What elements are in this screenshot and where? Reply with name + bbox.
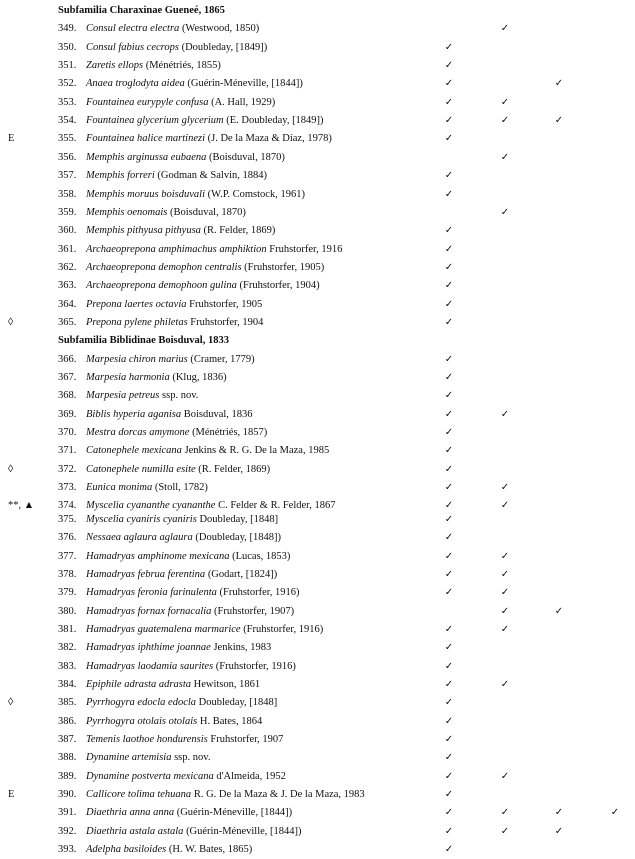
- scientific-name: Memphis moruus boisduvali: [86, 188, 205, 200]
- species-name: [86, 149, 285, 167]
- species-author: (R. Felder, 1869): [200, 225, 276, 237]
- species-name: [86, 39, 267, 57]
- scientific-name: Fountainea eurypyle confusa: [86, 96, 209, 108]
- species-number: 360.: [58, 225, 77, 237]
- check-icon: ✓: [554, 825, 564, 837]
- species-row: [0, 713, 635, 731]
- check-icon: ✓: [444, 770, 454, 782]
- species-number: 375.: [58, 514, 77, 526]
- species-author: Jenkins & R. G. De la Maza, 1985: [181, 445, 330, 457]
- species-number: 389.: [58, 770, 77, 782]
- check-icon: ✓: [554, 807, 564, 819]
- scientific-name: Hamadryas laodamia saurites: [86, 660, 214, 672]
- species-author: (Fruhstorfer, 1916): [216, 587, 300, 599]
- scientific-name: Dynamine postverta mexicana: [86, 770, 214, 782]
- species-number: 371.: [58, 445, 77, 457]
- check-icon: ✓: [444, 734, 454, 745]
- species-number: 365.: [58, 316, 77, 328]
- species-number: 382.: [58, 642, 77, 654]
- scientific-name: Hamadryas amphinome mexicana: [86, 550, 230, 562]
- species-row: [0, 621, 635, 639]
- species-number: 387.: [58, 734, 77, 745]
- species-name: [86, 369, 227, 387]
- species-row: [0, 658, 635, 676]
- species-name: [86, 387, 198, 405]
- species-name: [86, 548, 290, 566]
- species-number: 352.: [58, 78, 77, 90]
- scientific-name: Diaethria astala astala: [86, 825, 184, 837]
- species-name: [86, 841, 252, 859]
- species-row: [0, 296, 635, 314]
- check-icon: ✓: [500, 568, 510, 580]
- species-author: (W.P. Comstock, 1961): [205, 188, 305, 200]
- species-author: (H. W. Bates, 1865): [166, 844, 253, 856]
- species-number: 366.: [58, 353, 77, 365]
- species-row: [0, 841, 635, 859]
- species-author: (Fruhstorfer, 1904): [236, 280, 320, 292]
- scientific-name: Archaeoprepona demophoon gulina: [86, 280, 237, 292]
- scientific-name: Temenis laothoe hondurensis: [86, 734, 208, 745]
- check-icon: ✓: [500, 206, 510, 218]
- check-icon: ✓: [444, 78, 454, 90]
- check-icon: ✓: [444, 188, 454, 200]
- check-icon: ✓: [500, 115, 510, 127]
- check-icon: ✓: [444, 427, 454, 439]
- species-author: Boisduval, 1836: [181, 408, 253, 420]
- species-author: (Stoll, 1782): [152, 482, 208, 494]
- check-icon: ✓: [500, 550, 510, 562]
- species-name: [86, 566, 277, 584]
- species-name: [86, 241, 342, 259]
- check-icon: ✓: [500, 587, 510, 599]
- species-row: [0, 639, 635, 657]
- species-name: [86, 277, 320, 295]
- species-number: 355.: [58, 133, 77, 145]
- species-name: [86, 424, 267, 442]
- species-author: Fruhstorfer, 1904: [187, 316, 264, 328]
- check-icon: ✓: [444, 96, 454, 108]
- species-author: (Godman & Salvin, 1884): [154, 170, 268, 182]
- species-name: [86, 804, 292, 822]
- scientific-name: Pyrrhogyra edocla edocla: [86, 697, 197, 709]
- check-icon: ✓: [444, 532, 454, 544]
- check-icon: ✓: [444, 115, 454, 127]
- scientific-name: Mestra dorcas amymone: [86, 427, 190, 439]
- check-icon: ✓: [444, 697, 454, 709]
- species-author: (Ménétriés, 1857): [189, 427, 268, 439]
- check-icon: ✓: [500, 408, 510, 420]
- subfamily-title: Subfamilia Charaxinae Gueneé, 1865: [58, 5, 225, 16]
- species-name: [86, 186, 305, 204]
- species-row: [0, 75, 635, 93]
- check-icon: ✓: [554, 605, 564, 617]
- scientific-name: Memphis oenomais: [86, 206, 168, 218]
- species-author: Jenkins, 1983: [210, 642, 272, 654]
- species-name: [86, 167, 267, 185]
- species-author: (Klug, 1836): [169, 372, 227, 383]
- species-number: 359.: [58, 206, 77, 218]
- scientific-name: Marpesia petreus: [86, 390, 160, 402]
- scientific-name: Hamadryas fornax fornacalia: [86, 605, 212, 617]
- species-row: [0, 676, 635, 694]
- species-row: [0, 222, 635, 240]
- species-row: [0, 749, 635, 767]
- check-icon: ✓: [444, 752, 454, 764]
- species-author: Doubleday, [1848]: [196, 697, 278, 709]
- species-name: [86, 768, 286, 786]
- check-icon: ✓: [444, 261, 454, 273]
- scientific-name: Fountainea halice martinezi: [86, 133, 205, 145]
- check-icon: ✓: [500, 151, 510, 163]
- scientific-name: Consul electra electra: [86, 23, 180, 35]
- species-number: 384.: [58, 678, 77, 690]
- species-name: [86, 314, 263, 332]
- species-name: [86, 296, 262, 314]
- check-icon: ✓: [500, 500, 510, 512]
- check-icon: ✓: [444, 587, 454, 599]
- subfamily-title: Subfamilia Biblidinae Boisduval, 1833: [58, 335, 229, 347]
- check-icon: ✓: [444, 316, 454, 328]
- status-mark: E: [8, 133, 15, 145]
- species-number: 368.: [58, 390, 77, 402]
- check-icon: ✓: [444, 372, 454, 383]
- status-mark: ◊: [8, 697, 14, 709]
- species-row: [0, 167, 635, 185]
- species-author: (A. Hall, 1929): [208, 96, 276, 108]
- species-row: [0, 112, 635, 130]
- subfamily-heading: [0, 2, 635, 20]
- species-author: (Fruhstorfer, 1916): [240, 623, 324, 635]
- check-icon: ✓: [500, 23, 510, 35]
- scientific-name: Prepona pylene philetas: [86, 316, 188, 328]
- species-name: [86, 529, 281, 547]
- scientific-name: Consul fabius cecrops: [86, 41, 179, 53]
- check-icon: ✓: [500, 482, 510, 494]
- species-author: (Ménétriés, 1855): [143, 60, 221, 72]
- species-name: [86, 786, 365, 804]
- species-author: (Guérin-Méneville, [1844]): [183, 825, 302, 837]
- check-icon: ✓: [444, 133, 454, 145]
- species-author: d'Almeida, 1952: [213, 770, 286, 782]
- species-number: 361.: [58, 243, 77, 255]
- species-author: (J. De la Maza & Díaz, 1978): [204, 133, 332, 145]
- scientific-name: Zaretis ellops: [86, 60, 144, 72]
- species-name: [86, 676, 260, 694]
- check-icon: ✓: [444, 568, 454, 580]
- scientific-name: Archaeoprepona demophon centralis: [86, 261, 242, 273]
- species-author: Hewitson, 1861: [191, 678, 261, 690]
- check-icon: ✓: [444, 715, 454, 727]
- species-name: [86, 713, 262, 731]
- scientific-name: Adelpha basiloides: [86, 844, 167, 856]
- check-icon: ✓: [444, 660, 454, 672]
- scientific-name: Memphis forreri: [86, 170, 155, 182]
- species-row: [0, 369, 635, 387]
- species-author: (Godart, [1824]): [205, 568, 278, 580]
- check-icon: ✓: [444, 623, 454, 635]
- species-number: 380.: [58, 605, 77, 617]
- species-name: [86, 351, 255, 369]
- species-row: [0, 39, 635, 57]
- check-icon: ✓: [554, 115, 564, 127]
- check-icon: ✓: [500, 623, 510, 635]
- species-author: (E. Doubleday, [1849]): [223, 115, 324, 127]
- check-icon: ✓: [444, 225, 454, 237]
- species-row: [0, 241, 635, 259]
- species-author: Doubleday, [1848]: [196, 514, 279, 526]
- scientific-name: Myscelia cyananthe cyananthe: [86, 500, 216, 512]
- scientific-name: Hamadryas feronia farinulenta: [86, 587, 217, 599]
- check-icon: ✓: [444, 482, 454, 494]
- species-name: [86, 621, 323, 639]
- species-number: 388.: [58, 752, 77, 764]
- scientific-name: Memphis pithyusa pithyusa: [86, 225, 201, 237]
- species-row: [0, 424, 635, 442]
- species-row: [0, 259, 635, 277]
- species-number: 377.: [58, 550, 77, 562]
- species-number: 393.: [58, 844, 77, 856]
- species-row: [0, 387, 635, 405]
- status-mark: **, ▲: [8, 500, 35, 512]
- species-number: 385.: [58, 697, 77, 709]
- species-name: [86, 639, 271, 657]
- species-row: [0, 442, 635, 460]
- check-icon: ✓: [500, 770, 510, 782]
- check-icon: ✓: [500, 807, 510, 819]
- species-number: 386.: [58, 715, 77, 727]
- species-row: [0, 694, 635, 712]
- species-author: (Doubleday, [1849]): [178, 41, 268, 53]
- species-author: (Cramer, 1779): [187, 353, 255, 365]
- check-icon: ✓: [444, 807, 454, 819]
- species-row: [0, 786, 635, 804]
- check-icon: ✓: [444, 353, 454, 365]
- species-row: [0, 20, 635, 38]
- species-author: R. G. De la Maza & J. De la Maza, 1983: [191, 789, 365, 801]
- species-author: Fruhstorfer, 1916: [266, 243, 343, 255]
- species-row: [0, 548, 635, 566]
- species-name: [86, 406, 253, 424]
- species-name: [86, 94, 275, 112]
- species-author: (Boisduval, 1870): [167, 206, 246, 218]
- status-mark: ◊: [8, 463, 14, 475]
- species-row: [0, 479, 635, 497]
- species-number: 349.: [58, 23, 77, 35]
- scientific-name: Catonephele numilla esite: [86, 463, 196, 475]
- species-row: [0, 130, 635, 148]
- scientific-name: Hamadryas februa ferentina: [86, 568, 206, 580]
- species-row: [0, 149, 635, 167]
- species-name: [86, 749, 210, 767]
- scientific-name: Marpesia harmonia: [86, 372, 170, 383]
- species-number: 390.: [58, 789, 77, 801]
- check-icon: ✓: [444, 678, 454, 690]
- species-number: 391.: [58, 807, 77, 819]
- species-number: 381.: [58, 623, 77, 635]
- species-author: Fruhstorfer, 1905: [186, 298, 263, 310]
- check-icon: ✓: [444, 280, 454, 292]
- species-name: [86, 259, 324, 277]
- species-number: 363.: [58, 280, 77, 292]
- species-number: 373.: [58, 482, 77, 494]
- species-name: [86, 57, 221, 75]
- species-author: (Fruhstorfer, 1907): [211, 605, 295, 617]
- species-number: 379.: [58, 587, 77, 599]
- species-number: 362.: [58, 261, 77, 273]
- check-icon: ✓: [444, 243, 454, 255]
- species-number: 356.: [58, 151, 77, 163]
- species-author: (Lucas, 1853): [229, 550, 291, 562]
- species-name: [86, 204, 246, 222]
- species-row: [0, 351, 635, 369]
- species-author: (Fruhstorfer, 1916): [213, 660, 296, 672]
- scientific-name: Callicore tolima tehuana: [86, 789, 192, 801]
- species-author: (Doubleday, [1848]): [192, 532, 282, 544]
- species-number: 378.: [58, 568, 77, 580]
- species-number: 383.: [58, 660, 77, 672]
- species-row: [0, 768, 635, 786]
- species-number: 357.: [58, 170, 77, 182]
- species-number: 350.: [58, 41, 77, 53]
- species-name: [86, 584, 300, 602]
- scientific-name: Hamadryas iphthime joannae: [86, 642, 211, 654]
- species-number: 354.: [58, 115, 77, 127]
- species-number: 372.: [58, 463, 77, 475]
- species-number: 358.: [58, 188, 77, 200]
- species-name: [86, 442, 329, 460]
- check-icon: ✓: [444, 500, 454, 512]
- check-icon: ✓: [610, 807, 620, 819]
- subfamily-heading: [0, 332, 635, 350]
- scientific-name: Nessaea aglaura aglaura: [86, 532, 193, 544]
- species-row: [0, 603, 635, 621]
- check-icon: ✓: [500, 825, 510, 837]
- species-name: [86, 603, 294, 621]
- check-icon: ✓: [444, 463, 454, 475]
- species-name: [86, 658, 296, 676]
- species-number: 351.: [58, 60, 77, 72]
- species-author: (R. Felder, 1869): [195, 463, 271, 475]
- species-row: [0, 57, 635, 75]
- species-name: [86, 479, 208, 497]
- species-number: 370.: [58, 427, 77, 439]
- species-author: H. Bates, 1864: [197, 715, 263, 727]
- check-icon: ✓: [444, 170, 454, 182]
- species-name: [86, 694, 277, 712]
- check-icon: ✓: [444, 550, 454, 562]
- check-icon: ✓: [444, 789, 454, 801]
- species-number: 369.: [58, 408, 77, 420]
- species-name: [86, 222, 275, 240]
- species-row: [0, 186, 635, 204]
- check-icon: ✓: [554, 78, 564, 90]
- species-name: [86, 823, 302, 841]
- species-name: [86, 20, 259, 38]
- species-number: 367.: [58, 372, 77, 383]
- species-row: [0, 566, 635, 584]
- species-author: ssp. nov.: [171, 752, 211, 764]
- species-author: (Boisduval, 1870): [206, 151, 285, 163]
- check-icon: ✓: [444, 41, 454, 53]
- check-icon: ✓: [500, 605, 510, 617]
- scientific-name: Hamadryas guatemalena marmarice: [86, 623, 241, 635]
- species-number: 392.: [58, 825, 77, 837]
- check-icon: ✓: [444, 60, 454, 72]
- scientific-name: Catonephele mexicana: [86, 445, 182, 457]
- species-author: Fruhstorfer, 1907: [207, 734, 284, 745]
- species-row: [0, 406, 635, 424]
- species-name: [86, 731, 283, 749]
- status-mark: E: [8, 789, 15, 801]
- species-number: 353.: [58, 96, 77, 108]
- scientific-name: Fountainea glycerium glycerium: [86, 115, 224, 127]
- species-row: [0, 511, 635, 529]
- species-row: [0, 277, 635, 295]
- species-name: [86, 112, 324, 130]
- species-number: 374.: [58, 500, 77, 512]
- scientific-name: Myscelia cyaniris cyaniris: [86, 514, 197, 526]
- scientific-name: Memphis arginussa eubaena: [86, 151, 207, 163]
- scientific-name: Dynamine artemisia: [86, 752, 172, 764]
- check-icon: ✓: [444, 514, 454, 526]
- scientific-name: Anaea troglodyta aidea: [86, 78, 185, 90]
- species-row: [0, 94, 635, 112]
- scientific-name: Marpesia chiron marius: [86, 353, 188, 365]
- species-author: (Westwood, 1850): [179, 23, 260, 35]
- status-mark: ◊: [8, 316, 14, 328]
- check-icon: ✓: [500, 96, 510, 108]
- check-icon: ✓: [500, 678, 510, 690]
- species-author: (Fruhstorfer, 1905): [241, 261, 325, 273]
- species-number: 376.: [58, 532, 77, 544]
- species-name: [86, 511, 278, 529]
- species-row: [0, 529, 635, 547]
- species-name: [86, 75, 303, 93]
- check-icon: ✓: [444, 844, 454, 856]
- species-author: (Guérin-Méneville, [1844]): [174, 807, 293, 819]
- scientific-name: Eunica monima: [86, 482, 153, 494]
- species-row: [0, 804, 635, 822]
- check-icon: ✓: [444, 298, 454, 310]
- species-author: ssp. nov.: [159, 390, 199, 402]
- scientific-name: Prepona laertes octavia: [86, 298, 187, 310]
- check-icon: ✓: [444, 642, 454, 654]
- scientific-name: Epiphile adrasta adrasta: [86, 678, 192, 690]
- species-row: [0, 461, 635, 479]
- check-icon: ✓: [444, 445, 454, 457]
- species-author: (Guérin-Méneville, [1844]): [184, 78, 303, 90]
- check-icon: ✓: [444, 390, 454, 402]
- scientific-name: Diaethria anna anna: [86, 807, 175, 819]
- check-icon: ✓: [444, 408, 454, 420]
- species-row: [0, 204, 635, 222]
- scientific-name: Pyrrhogyra otolais otolais: [86, 715, 198, 727]
- check-icon: ✓: [444, 825, 454, 837]
- scientific-name: Archaeoprepona amphimachus amphiktion: [86, 243, 267, 255]
- species-name: [86, 130, 332, 148]
- species-row: [0, 314, 635, 332]
- species-row: [0, 731, 635, 749]
- species-number: 364.: [58, 298, 77, 310]
- species-row: [0, 823, 635, 841]
- species-row: [0, 584, 635, 602]
- species-author: C. Felder & R. Felder, 1867: [215, 500, 336, 512]
- scientific-name: Biblis hyperia aganisa: [86, 408, 182, 420]
- species-name: [86, 461, 270, 479]
